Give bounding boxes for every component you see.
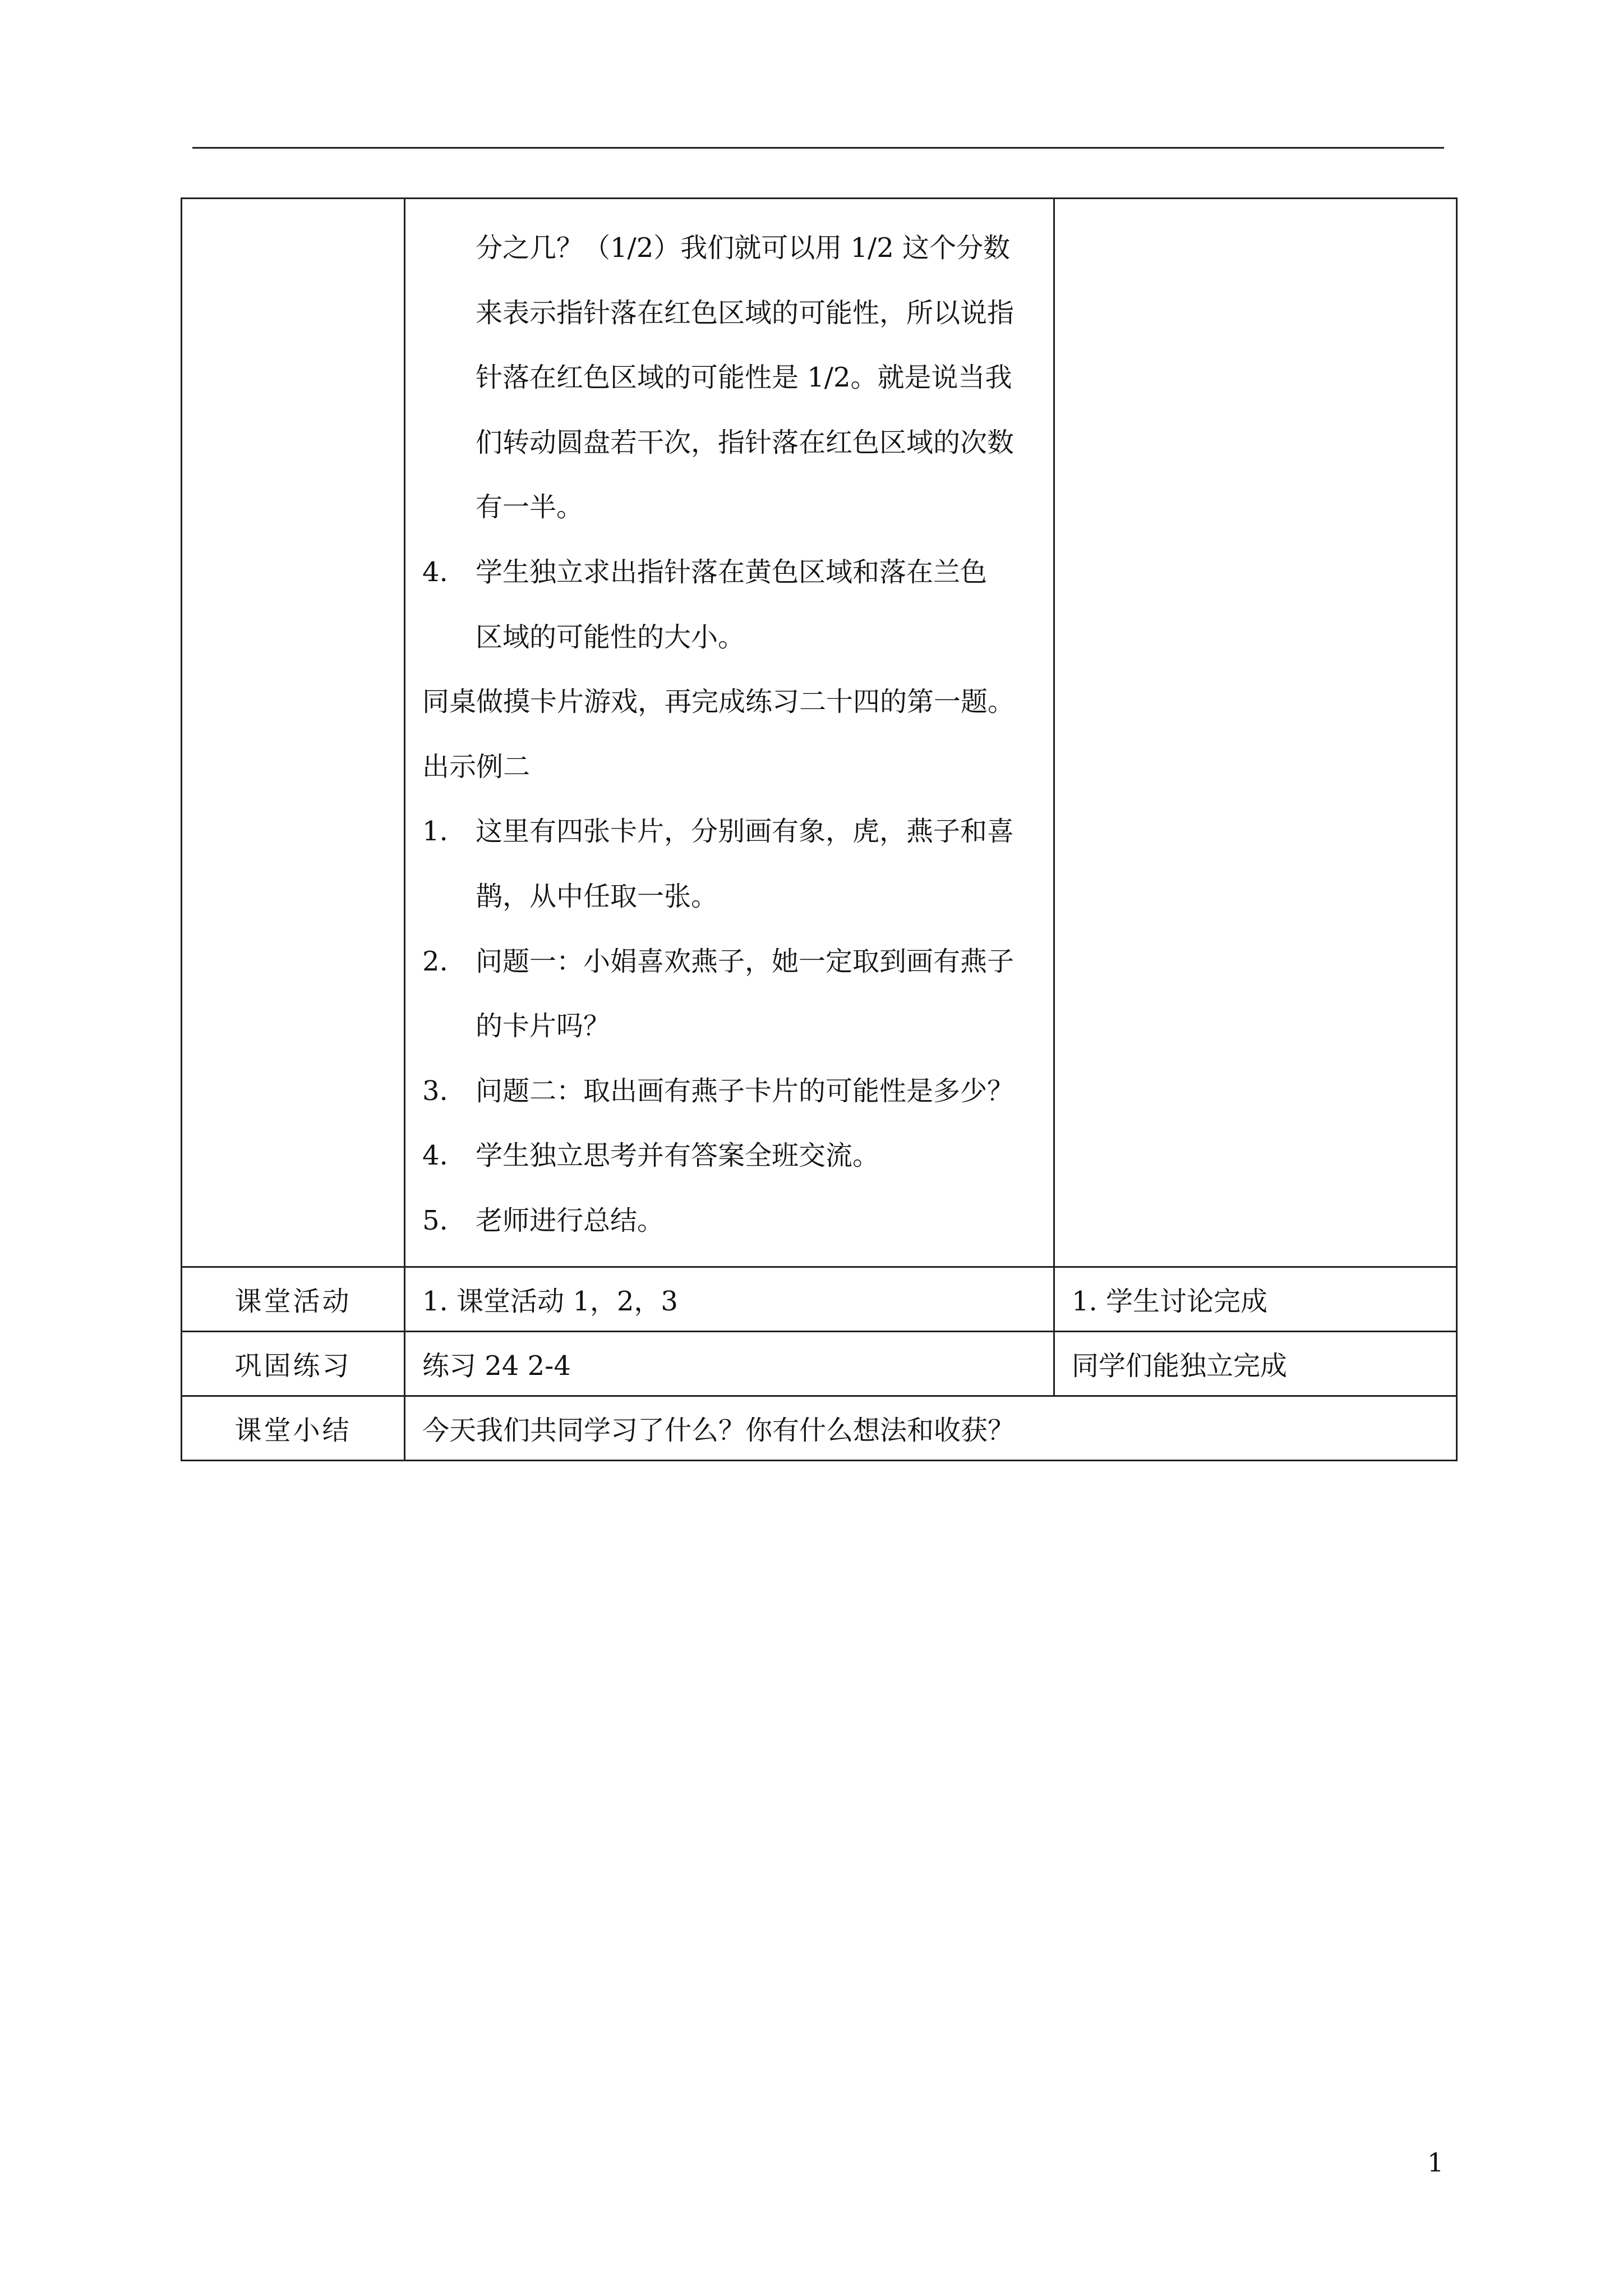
list-item (422, 799, 1042, 864)
list-item (422, 1189, 1042, 1254)
content-line: 们转动圆盘若干次，指针落在红色区域的次数 (476, 426, 1015, 458)
list-text: 学生独立求出指针落在黄色区域和落在兰色 (476, 556, 988, 588)
process-row (182, 199, 1457, 1267)
list-text: 问题二：取出画有燕子卡片的可能性是多少？ (476, 1075, 1015, 1107)
list-item (422, 1059, 1042, 1124)
list-text: 问题一：小娟喜欢燕子，她一定取到画有燕子 (476, 945, 1015, 977)
list-number: 1. (422, 816, 448, 848)
table-row (182, 1267, 1457, 1331)
list-text: 这里有四张卡片，分别画有象，虎，燕子和喜 (476, 816, 1015, 848)
paragraph: 同桌做摸卡片游戏，再完成练习二十四的第一题。 (422, 686, 1015, 718)
list-number: 2. (422, 945, 448, 977)
row-note: 同学们能独立完成 (1054, 1331, 1457, 1396)
paragraph: 出示例二 (422, 751, 531, 783)
list-item (422, 1124, 1042, 1189)
page-number: 1 (1427, 2147, 1444, 2178)
list-text: 学生独立思考并有答案全班交流。 (476, 1140, 880, 1172)
list-item-continuation: 鹊，从中任取一张。 (476, 880, 718, 912)
list-number: 3. (422, 1075, 448, 1107)
list-number: 4. (422, 556, 448, 588)
process-note-cell (1054, 199, 1457, 1267)
list-number: 4. (422, 1140, 448, 1172)
list-item (422, 930, 1042, 995)
row-note: 1. 学生讨论完成 (1054, 1267, 1457, 1331)
row-label: 课堂活动 (182, 1267, 405, 1331)
list-number: 5. (422, 1204, 448, 1236)
content-line: 分之几？（1/2）我们就可以用 1/2 这个分数 (476, 232, 1011, 264)
header-rule (192, 147, 1444, 149)
content-line: 有一半。 (476, 491, 584, 523)
process-label-cell (182, 199, 405, 1267)
row-label: 课堂小结 (182, 1396, 405, 1460)
content-line: 针落在红色区域的可能性是 1/2。就是说当我 (476, 362, 1012, 394)
row-content: 今天我们共同学习了什么？你有什么想法和收获？ (405, 1396, 1457, 1460)
content-line: 来表示指针落在红色区域的可能性，所以说指 (476, 297, 1015, 329)
lesson-plan-table (181, 197, 1458, 1461)
table-row (182, 1331, 1457, 1396)
process-content-cell (405, 199, 1054, 1267)
row-label: 巩固练习 (182, 1331, 405, 1396)
table-row (182, 1396, 1457, 1460)
list-text: 老师进行总结。 (476, 1204, 665, 1236)
list-item (422, 540, 1042, 605)
row-content: 练习 24 2-4 (405, 1331, 1054, 1396)
row-content: 1. 课堂活动 1，2，3 (405, 1267, 1054, 1331)
list-item-continuation: 的卡片吗？ (476, 1010, 611, 1042)
list-item-continuation: 区域的可能性的大小。 (476, 621, 745, 653)
